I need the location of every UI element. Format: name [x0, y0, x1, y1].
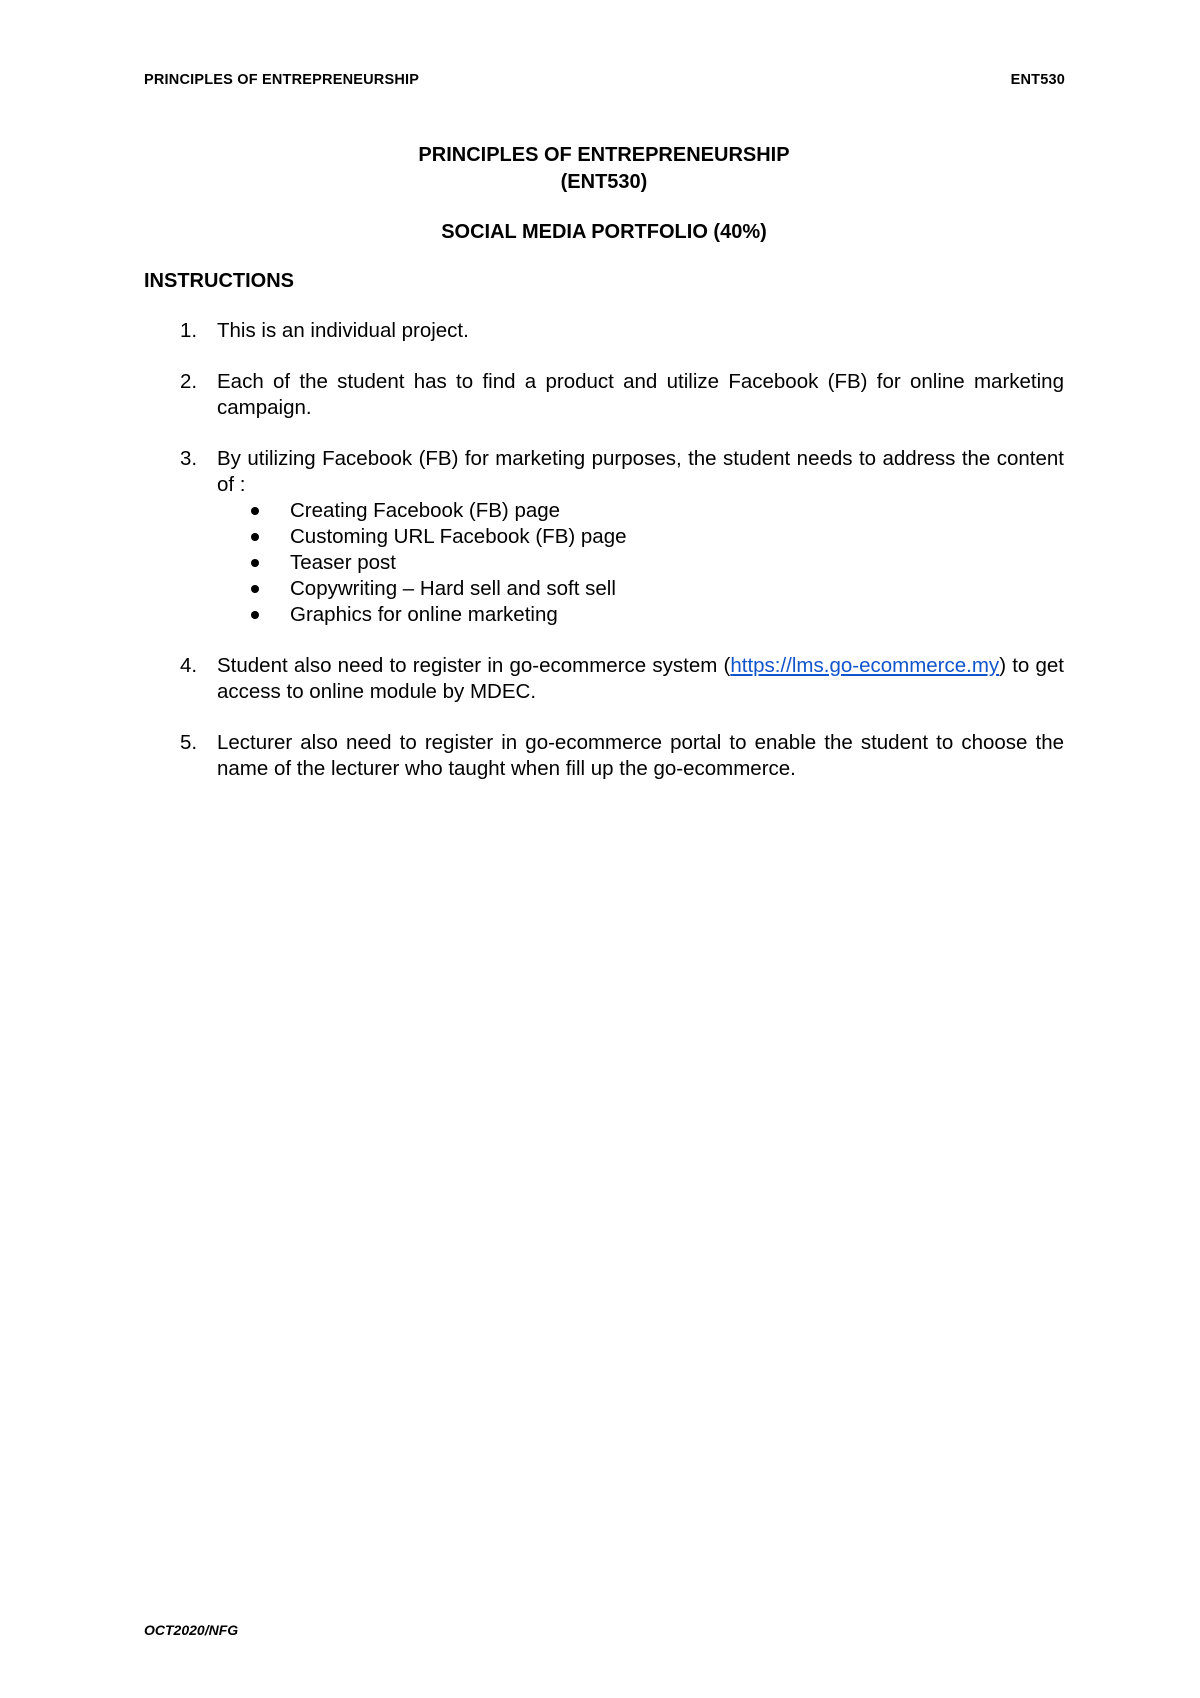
- bullet-dot-icon: [251, 507, 259, 515]
- running-footer: OCT2020/NFG: [144, 1622, 239, 1638]
- header-course-name: PRINCIPLES OF ENTREPRENEURSHIP: [144, 72, 420, 88]
- bullet-text: Teaser post: [290, 551, 396, 574]
- instruction-number: 4.: [180, 654, 198, 677]
- bullet-dot-icon: [251, 533, 259, 541]
- document-body: [144, 142, 1064, 807]
- bullet-text: Creating Facebook (FB) page: [290, 499, 561, 522]
- bullet-item: [217, 524, 1064, 550]
- document-title: [144, 142, 1064, 196]
- bullet-item: [217, 602, 1064, 628]
- instructions-heading: INSTRUCTIONS: [144, 270, 294, 292]
- instruction-number: 1.: [180, 319, 198, 342]
- instruction-text-before-link: Student also need to register in go-ecommerce system (: [217, 654, 731, 677]
- bullet-text: Graphics for online marketing: [290, 603, 558, 626]
- bullet-item: [217, 576, 1064, 602]
- instruction-text: This is an individual project.: [217, 319, 469, 342]
- bullet-item: [217, 498, 1064, 524]
- instruction-item: [144, 653, 1064, 705]
- instruction-text: Each of the student has to find a product and utilize Facebook (FB) for online marketing campaign.: [217, 370, 1064, 419]
- instruction-item: [144, 446, 1064, 628]
- title-course-name: PRINCIPLES OF ENTREPRENEURSHIP: [418, 144, 790, 166]
- running-header: [144, 72, 1065, 88]
- bullet-dot-icon: [251, 585, 259, 593]
- instruction-text-after-link: ) to get access to online module by MDEC.: [217, 654, 1065, 703]
- instruction-text: By utilizing Facebook (FB) for marketing purposes, the student needs to address the content of :: [217, 447, 1064, 496]
- instruction-number: 2.: [180, 370, 198, 393]
- instruction-number: 3.: [180, 447, 198, 470]
- bullet-item: [217, 550, 1064, 576]
- header-course-code: ENT530: [1010, 72, 1065, 88]
- instruction-item: [144, 318, 1064, 344]
- title-course-code: (ENT530): [560, 171, 648, 193]
- instruction-text: Lecturer also need to register in go-ecommerce portal to enable the student to choose the name of the lecturer who taught when fill up the go-ecommerce.: [217, 731, 1064, 780]
- bullet-text: Copywriting – Hard sell and soft sell: [290, 577, 616, 600]
- instruction-item: [144, 369, 1064, 421]
- instructions-list: [144, 318, 1064, 782]
- go-ecommerce-link[interactable]: https://lms.go-ecommerce.my: [730, 654, 1000, 677]
- bullet-text: Customing URL Facebook (FB) page: [290, 525, 627, 548]
- instruction-number: 5.: [180, 731, 198, 754]
- bullet-dot-icon: [251, 611, 259, 619]
- instruction-item: [144, 730, 1064, 782]
- bullet-dot-icon: [251, 559, 259, 567]
- document-subtitle: SOCIAL MEDIA PORTFOLIO (40%): [441, 221, 767, 243]
- content-bullet-list: [217, 498, 1064, 628]
